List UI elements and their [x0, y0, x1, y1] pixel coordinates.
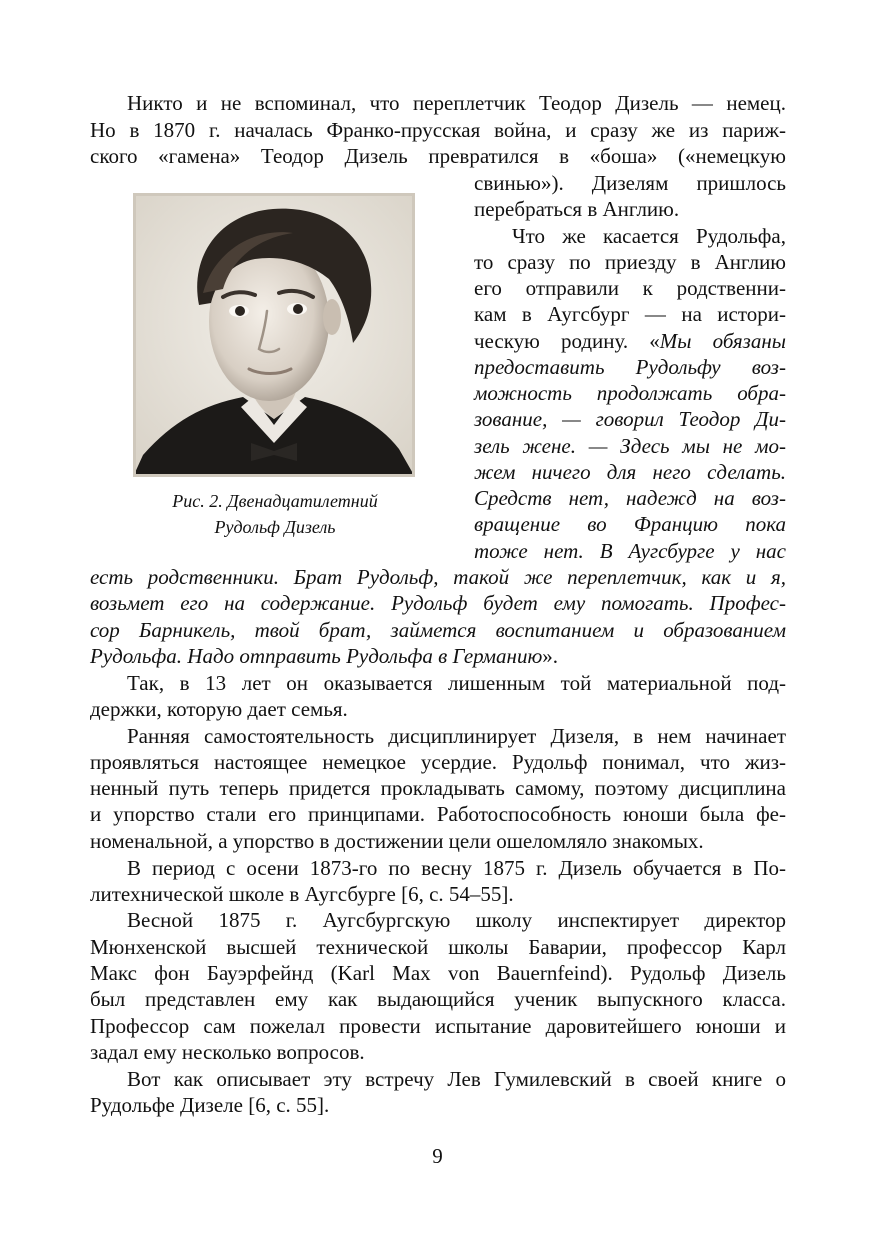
text-line: и упорство стали его принципами. Работоспособность юноши была фе- — [90, 802, 786, 826]
figure-caption: Рис. 2. Двенадцатилетний — [172, 491, 378, 511]
text-line: ского «гамена» Теодор Дизель превратился в «боша» («немецкую — [90, 144, 786, 168]
text-line: Весной 1875 г. Аугсбургскую школу инспектирует директор — [127, 908, 786, 932]
quote-span: Мы обязаны — [659, 329, 786, 353]
text-line: Макс фон Бауэрфейнд (Karl Max von Bauernfeind). Рудольф Дизель — [90, 961, 786, 985]
text-line: перебраться в Англию. — [474, 197, 680, 221]
quote-line: предоставить Рудольфу воз- — [474, 355, 786, 379]
page-number: 9 — [432, 1144, 443, 1168]
text-span: ». — [542, 644, 558, 668]
text-line: Мюнхенской высшей технической школы Баварии, профессор Карл — [90, 935, 786, 959]
text-line: литехнической школе в Аугсбурге [6, с. 54–55]. — [90, 882, 514, 906]
quote-line: зование, — говорил Теодор Ди- — [474, 407, 786, 431]
text-line: был представлен ему как выдающийся ученик выпускного класса. — [90, 987, 786, 1011]
text-line: свинью»). Дизелям пришлось — [474, 171, 786, 195]
text-line: Ранняя самостоятельность дисциплинирует Дизеля, в нем начинает — [127, 724, 786, 748]
text-line: кам в Аугсбург — на истори- — [474, 302, 786, 326]
quote-line: жем ничего для него сделать. — [474, 460, 786, 484]
quote-line: сор Барникель, твой брат, займется воспитанием и образованием — [90, 618, 786, 642]
text-line: ненный путь теперь придется прокладывать самому, поэтому дисциплина — [90, 776, 786, 800]
quote-line — [90, 643, 786, 669]
quote-line: можность продолжать обра- — [474, 381, 786, 405]
text-line: держки, которую дает семья. — [90, 697, 348, 721]
quote-line: зель жене. — Здесь мы не мо- — [474, 434, 786, 458]
text-line: Вот как описывает эту встречу Лев Гумилевский в своей книге о — [127, 1067, 786, 1091]
text-line: Что же касается Рудольфа, — [512, 224, 786, 248]
quote-line: вращение во Францию пока — [474, 512, 786, 536]
text-line: номенальной, а упорство в достижении цели ошеломляло знакомых. — [90, 829, 704, 853]
text-line: В период с осени 1873-го по весну 1875 г. Дизель обучается в По- — [127, 856, 786, 880]
portrait-photo — [133, 193, 415, 477]
quote-line: тоже нет. В Аугсбурге у нас — [474, 539, 786, 563]
text-line: то сразу по приезду в Англию — [474, 250, 786, 274]
quote-line: есть родственники. Брат Рудольф, такой же переплетчик, как и я, — [90, 565, 786, 589]
quote-line: Средств нет, надежд на воз- — [474, 486, 786, 510]
text-line — [474, 328, 786, 354]
quote-line: возьмет его на содержание. Рудольф будет ему помогать. Профес- — [90, 591, 786, 615]
text-line: его отправили к родственни- — [474, 276, 786, 300]
text-line: Никто и не вспоминал, что переплетчик Теодор Дизель — немец. — [127, 91, 786, 115]
text-line: Но в 1870 г. началась Франко-прусская война, и сразу же из париж- — [90, 118, 786, 142]
text-line: задал ему несколько вопросов. — [90, 1040, 365, 1064]
text-span: ческую родину. « — [474, 329, 660, 353]
text-line: Так, в 13 лет он оказывается лишенным той материальной под- — [127, 671, 786, 695]
figure-caption: Рудольф Дизель — [214, 517, 336, 537]
text-line: Рудольфе Дизеле [6, с. 55]. — [90, 1093, 330, 1117]
text-line: Профессор сам пожелал провести испытание даровитейшего юноши и — [90, 1014, 786, 1038]
text-line: проявляться настоящее немецкое усердие. Рудольф понимал, что жиз- — [90, 750, 786, 774]
quote-span: Рудольфа. Надо отправить Рудольфа в Германию — [90, 644, 543, 668]
